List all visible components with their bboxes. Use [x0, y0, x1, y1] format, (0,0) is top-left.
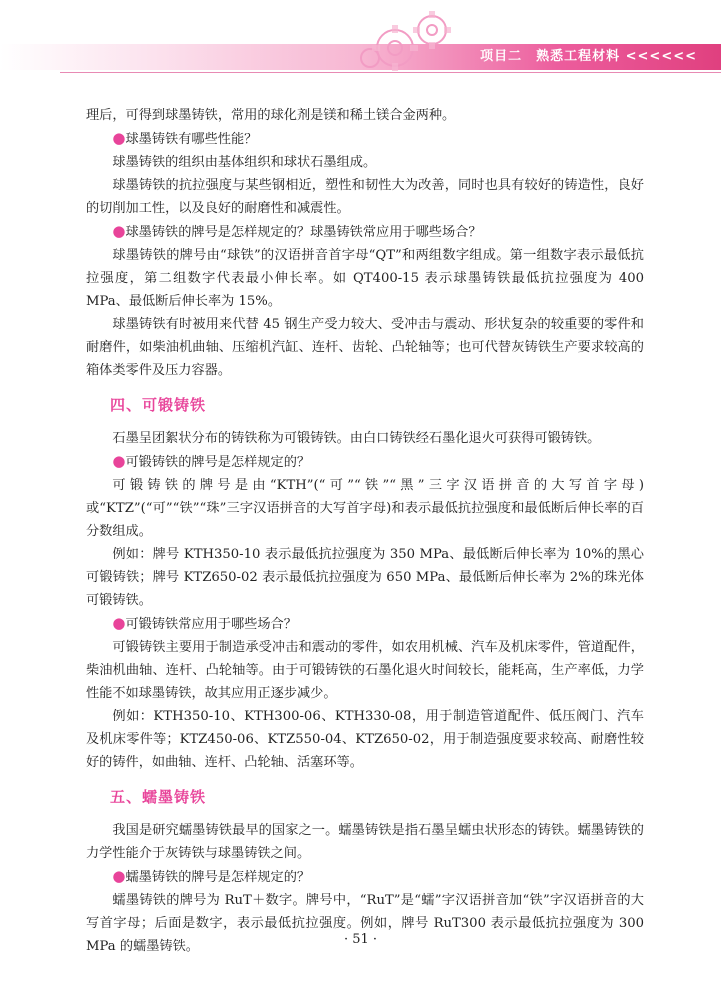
paragraph: 球墨铸铁的牌号由“球铁”的汉语拼音首字母“QT”和两组数字组成。第一组数字表示最低抗拉强度，第二组数字代表最小伸长率。如 QT400-15 表示球墨铸铁最低抗拉强度为 400 MPa、最低断后伸长率为 15%。 [86, 248, 644, 309]
paragraph: 可锻铸铁主要用于制造承受冲击和震动的零件，如农用机械、汽车及机床零件，管道配件，柴油机曲轴、连杆、凸轮轴等。由于可锻铸铁的石墨化退火时间较长，能耗高，生产率低，力学性能不如球墨铸铁，故其应用正逐步减少。 [86, 640, 644, 701]
bullet-icon: ● [112, 222, 126, 240]
bullet-icon: ● [112, 867, 126, 885]
paragraph: 可锻铸铁的牌号是由“KTH”(“可”“铁”“黑”三字汉语拼音的大写首字母)或“KTZ”(“可”“铁”“珠”三字汉语拼音的大写首字母)和表示最低抗拉强度和最低断后伸长率的百分数组成。 [86, 478, 644, 539]
question-text: 蠕墨铸铁的牌号是怎样规定的？ [125, 870, 311, 885]
question-text: 可锻铸铁的牌号是怎样规定的？ [125, 455, 311, 470]
gears-icon [350, 0, 470, 80]
paragraph: 例如：牌号 KTH350-10 表示最低抗拉强度为 350 MPa、最低断后伸长率为 10%的黑心可锻铸铁；牌号 KTZ650-02 表示最低抗拉强度为 650 MPa、最低断后伸长率为 2%的珠光体可锻铸铁。 [86, 547, 644, 608]
bullet-icon: ● [112, 614, 126, 632]
page-body [86, 104, 644, 958]
bullet-icon: ● [112, 129, 126, 147]
page-number: · 51 · [343, 932, 378, 947]
chapter-title: 项目二 熟悉工程材料 <<<<<< [480, 49, 697, 64]
question-item [86, 450, 644, 474]
paragraph: 蠕墨铸铁的牌号为 RuT＋数字。牌号中，“RuT”是“蠕”字汉语拼音加“铁”字汉语拼音的大写首字母；后面是数字，表示最低抗拉强度。例如，牌号 RuT300 表示最低抗拉强度为 300 MPa 的蠕墨铸铁。 [86, 893, 644, 954]
paragraph: 我国是研究蠕墨铸铁最早的国家之一。蠕墨铸铁是指石墨呈蠕虫状形态的铸铁。蠕墨铸铁的力学性能介于灰铸铁与球墨铸铁之间。 [86, 823, 644, 861]
paragraph: 球墨铸铁有时被用来代替 45 钢生产受力较大、受冲击与震动、形状复杂的较重要的零件和耐磨件，如柴油机曲轴、压缩机汽缸、连杆、齿轮、凸轮轴等；也可代替灰铸铁生产要求较高的箱体类零件及压力容器。 [86, 317, 644, 378]
question-text: 可锻铸铁常应用于哪些场合？ [125, 617, 297, 632]
question-item [86, 127, 644, 151]
question-item [86, 612, 644, 636]
section-heading-malleable-iron: 四、可锻铸铁 [110, 396, 207, 414]
question-item [86, 220, 644, 244]
question-text: 球墨铸铁的牌号是怎样规定的？球墨铸铁常应用于哪些场合？ [125, 225, 482, 240]
question-item [86, 865, 644, 889]
paragraph: 石墨呈团絮状分布的铸铁称为可锻铸铁。由白口铸铁经石墨化退火可获得可锻铸铁。 [112, 431, 601, 446]
section-heading-vermicular-iron: 五、蠕墨铸铁 [110, 788, 207, 806]
question-text: 球墨铸铁有哪些性能？ [125, 132, 258, 147]
page-header [0, 0, 721, 90]
paragraph: 理后，可得到球墨铸铁，常用的球化剂是镁和稀土镁合金两种。 [86, 108, 456, 123]
bullet-icon: ● [112, 452, 126, 470]
paragraph: 球墨铸铁的组织由基体组织和球状石墨组成。 [112, 155, 377, 170]
paragraph: 例如：KTH350-10、KTH300-06、KTH330-08，用于制造管道配件、低压阀门、汽车及机床零件等；KTZ450-06、KTZ550-04、KTZ650-02，用于制造强度要求较高、耐磨性较好的铸件，如曲轴、连杆、凸轮轴、活塞环等。 [86, 709, 644, 770]
paragraph: 球墨铸铁的抗拉强度与某些钢相近，塑性和韧性大为改善，同时也具有较好的铸造性，良好的切削加工性，以及良好的耐磨性和减震性。 [86, 178, 644, 216]
